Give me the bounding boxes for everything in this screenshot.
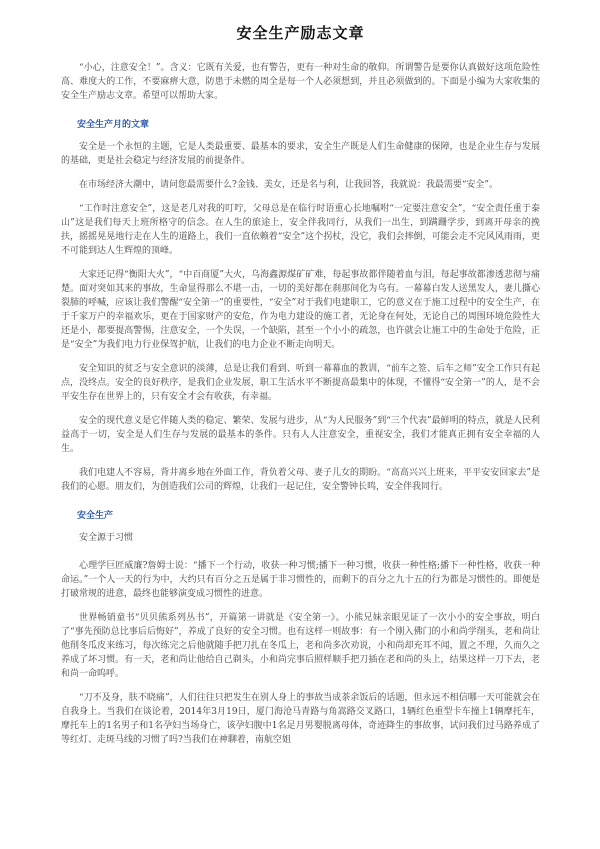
document-title: 安全生产励志文章 [236,24,365,42]
paragraph: “刀不及身，肤不晓痛”，人们往往只把发生在别人身上的事故当成茶余饭后的话题，但永远不相信哪一天可能就会在自我身上。当我们在谈论着，2014年3月19日，厦门海沧马青路与角嵩路交叉路口，1辆红色重型卡车撞上1辆摩托车，摩托车上的1名男子和1名孕妇当场身亡，该孕妇腹中1名足月男婴脱离母体，奇迹降生的事故事，试问我们过马路养成了等红灯、走斑马线的习惯了吗?当我们在神聊着，南航空姐 [61,693,540,745]
subheading: 安全源于习惯 [79,533,134,543]
paragraph: “工作时注意安全”，这是老几对我的叮咛，父母总是在临行时语重心长地嘱咐“一定要注意安全”，“安全责任重于泰山”这是我们每天上班所格守的信念。在人生的旅途上，安全伴我同行，从我们一出生，到蹒跚学步，到离开母亲的挽扶，摇摇晃晃地行走在人生的道路上，我们一直依赖着“安全”这个拐杖，没它，我们会摔倒，可能会走不完风风雨雨，更不可能到达人生辉煌的顶峰。 [61,204,540,256]
paragraph: 世界畅销童书“贝贝熊系列丛书”，开篇第一讲就是《安全第一》。小熊兄妹亲眼见证了一次小小的安全事故，明白了“事先预防总比事后后悔好”，养成了良好的安全习惯。也有这样一则故事：有一个刚入佛门的小和尚学削头，老和尚让他削冬瓜皮来练习，每次练完之后他就随手把刀扎在冬瓜上，老和尚多次劝说，小和尚却充耳不闻，置之不理，久而久之养成了坏习惯。有一天，老和尚让他给自己剃头，小和尚完事后照样顺手把刀插在老和尚的头上，结果这样一刀下去，老和尚一命呜呼。 [61,613,540,679]
intro-paragraph: “小心，注意安全！”。含义：它既有关爱，也有警告，更有一种对生命的敬仰。所谓警告是要你认真做好这项危险性高、难度大的工作，不要麻痹大意，防患于未燃的周全是每一个人必须想到，并且必须做到的。下面是小编为大家收集的安全生产励志文章。希望可以帮助大家。 [61,63,540,101]
section-heading-safety-month: 安全生产月的文章 [77,120,150,130]
paragraph: 安全是一个永恒的主题，它是人类最重要、最基本的要求，安全生产既是人们生命健康的保障，也是企业生存与发展的基础，更是社会稳定与经济发展的前提条件。 [61,142,540,166]
paragraph: 安全的现代意义是它伴随人类的稳定、繁荣、发展与进步，从“为人民服务”到“三个代表”最鲜明的特点，就是人民利益高于一切，安全是人们生存与发展的最基本的条件。只有人人注意安全，重视安全，我们才能真正拥有安全幸福的人生。 [61,416,540,454]
paragraph: 心理学巨匠威廉?詹姆士说：“播下一个行动，收获一种习惯;播下一种习惯，收获一种性格;播下一种性格，收获一种命运。”一个人一天的行为中，大约只有百分之五是属于非习惯性的，而剩下的百分之九十五的行为都是习惯性的。即便是打破常规的进意，最终也能够演变成习惯性的进意。 [61,561,540,599]
paragraph: 在市场经济大潮中，请问您最需要什么?金钱、美女，还是名与利，让我回答，我就说：我最需要“安全”。 [79,180,499,190]
paragraph: 大家还记得“衡阳大火”，“中百商厦”大火，乌海鑫源煤矿矿难，每起事故都伴随着血与泪，每起事故都渗透悲彻与痛楚。面对突如其来的事故，生命显得那么不堪一击，一切的美好都在刹那间化为乌有。一幕幕白发人送黑发人，妻儿撕心裂肺的呼喊，应该让我们警醒“安全第一”的重要性，“安全”对于我们电建职工，它的意义在于施工过程中的安全生产，在于千家万户的幸福欢乐，更在于国家财产的安危，作为电力建设的施工者，无论身在何处，无论自己的周围环境危险性大还是小，都要提高警惕，注意安全，一个失误，一个缺陷，甚至一个小小的疏忽，也许就会让施工中的生命处于危险，正是“安全”为我们电力行业保驾护航，让我们的电力企业不断走向明天。 [61,270,540,350]
paragraph: 安全知识的贫乏与安全意识的淡薄，总是让我们看到、听到一幕幕血的教训，“前车之签、后车之师”安全工作只有起点，没终点。安全的良好秩序，是我们企业发展，职工生活水平不断提高最集中的体现，不懂得“安全第一”的人，是不会平安生存在世界上的，只有安全才会有收获，有幸福。 [61,364,540,402]
section-heading-safety-production: 安全生产 [77,511,114,521]
paragraph: 我们电建人不容易，背井离乡地在外面工作，背负着父母、妻子儿女的期盼。“高高兴兴上班来，平平安安回家去”是我们的心愿。朋友们，为创造我们公司的辉煌，让我们一起记住，安全警钟长鸣，安全伴我同行。 [61,468,540,492]
